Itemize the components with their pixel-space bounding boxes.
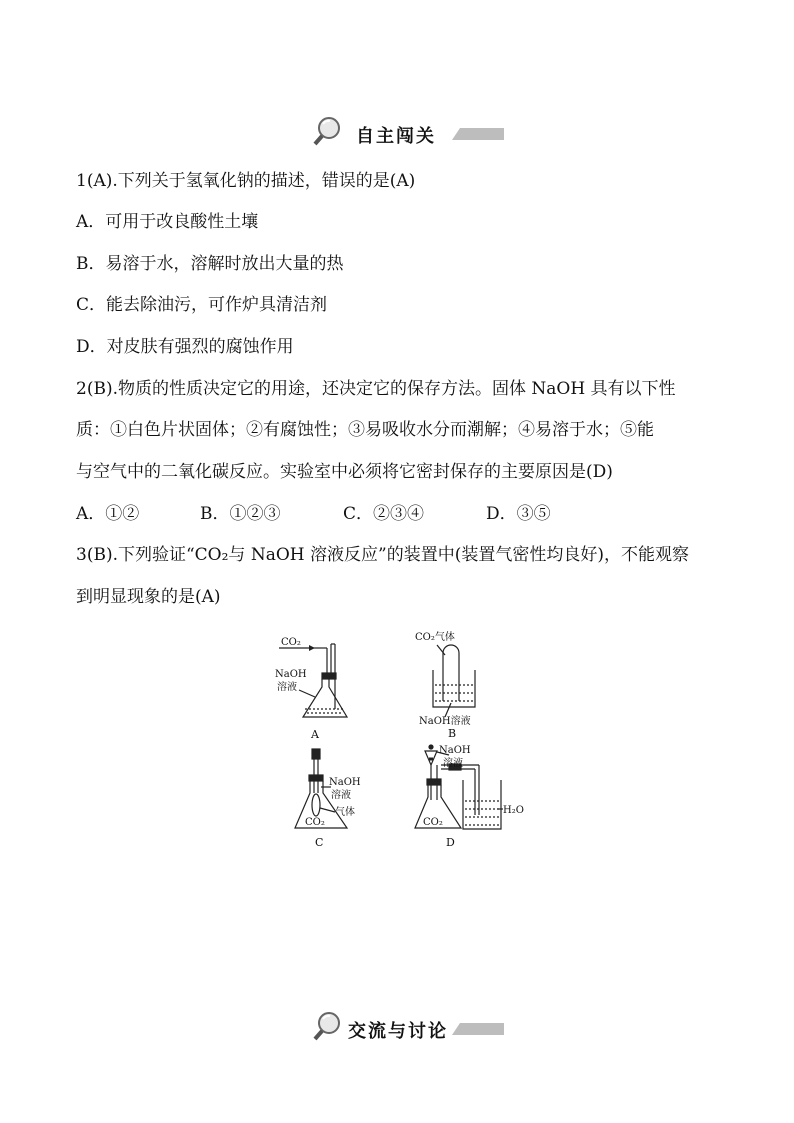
question-3-stem-line-2: 到明显现象的是(A) [76,587,221,607]
apparatus-c [295,749,361,849]
q2-option-a: A．①② [76,504,140,524]
a-solution-label-2: 溶液 [277,682,297,693]
c-solution-label-2: 溶液 [331,790,351,801]
header-stripe [452,1023,504,1035]
d-solution-label-1: NaOH [439,745,471,756]
question-2-stem-line-1: 2(B).物质的性质决定它的用途，还决定它的保存方法。固体 NaOH 具有以下性 [76,379,676,399]
q1-option-d: D．对皮肤有强烈的腐蚀作用 [76,337,294,357]
q1-option-c: C．能去除油污，可作炉具清洁剂 [76,295,328,315]
apparatus-b [415,630,475,740]
a-solution-label-1: NaOH [275,669,307,680]
apparatus-figure [265,625,530,855]
c-co2-label: CO₂ [305,817,325,828]
b-label: B [448,727,457,740]
question-1-stem: 1(A).下列关于氢氧化钠的描述，错误的是(A) [76,171,416,191]
q1-option-a: A．可用于改良酸性土壤 [76,212,259,232]
section-header-bottom [312,1009,502,1043]
question-2-stem-line-2: 质：①白色片状固体；②有腐蚀性；③易吸收水分而潮解；④易溶于水；⑤能 [76,420,654,440]
header-stripe [452,128,504,140]
q2-option-c: C．②③④ [343,504,425,524]
section-title: 自主闯关 [356,126,436,147]
q2-option-b: B．①②③ [200,504,281,524]
a-gas-label: CO₂ [281,637,301,648]
apparatus-d [415,745,524,849]
c-label: C [315,836,324,849]
section-header-top [312,114,502,148]
b-gas-label: CO₂气体 [415,632,455,643]
question-2-stem-line-3: 与空气中的二氧化碳反应。实验室中必须将它密封保存的主要原因是(D) [76,462,613,482]
a-label: A [311,728,319,741]
c-gas-label: 气体 [335,807,355,818]
d-co2-label: CO₂ [423,817,443,828]
c-solution-label-1: NaOH [329,777,361,788]
d-water-label: H₂O [503,805,524,816]
q2-option-d: D．③⑤ [486,504,551,524]
q1-option-b: B．易溶于水，溶解时放出大量的热 [76,254,344,274]
magnifier-icon [312,114,352,148]
apparatus-a [275,637,347,741]
question-3-stem-line-1: 3(B).下列验证“CO₂与 NaOH 溶液反应”的装置中(装置气密性均良好)，不能观察 [76,545,689,565]
d-label: D [446,836,455,849]
section-title: 交流与讨论 [348,1021,448,1042]
b-solution-label: NaOH溶液 [419,716,471,727]
magnifier-icon [312,1009,352,1043]
d-solution-label-2: 溶液 [443,758,463,769]
